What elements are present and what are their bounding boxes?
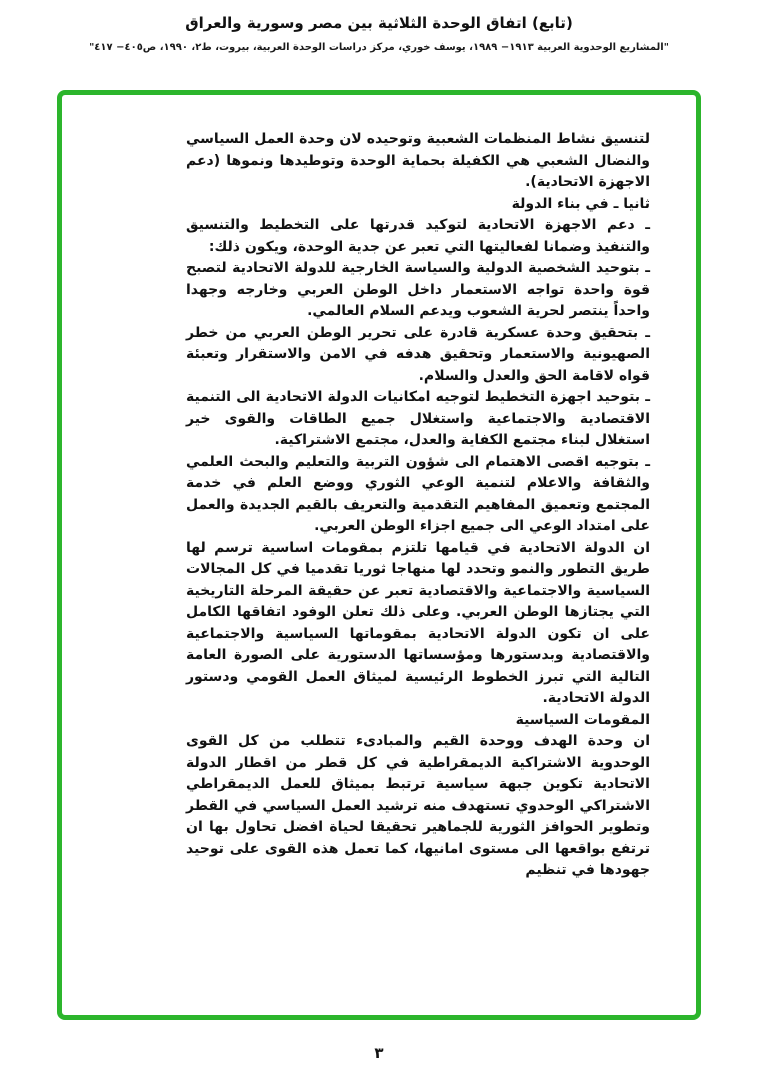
paragraph-federal-state: ان الدولة الاتحادية في قيامها تلتزم بمقومات اساسية ترسم لها طريق التطور والنمو وتحدد لها منهاجا ثوريا تقدميا في كل المجالات السياسية والاجتماعية والاقتصادية تعبر عن حقيقة المرحلة التاريخية التي يجتازها الوطن العربي. وعلى ذلك تعلن الوفود اتفاقها الكامل على ان تكون الدولة الاتحادية بمقوماتها السياسية والاجتماعية والاقتصادية وبدستورها ومؤسساتها الدستورية على الصورة العامة التالية التي تبرز الخطوط الرئيسية لميثاق العمل القومي ودستور الدولة الاتحادية. — [186, 539, 650, 706]
green-frame — [57, 90, 701, 1020]
paragraph-bullet-military-unity: ـ بتحقيق وحدة عسكرية قادرة على تحرير الوطن العربي من خطر الصهيونية والاستعمار وتحقيق هدفه في الامن والاستقرار وتعبئة قواه لاقامة الحق والعدل والسلام. — [186, 324, 650, 384]
paragraph-bullet-support: ـ دعم الاجهزة الاتحادية لتوكيد قدرتها على التخطيط والتنسيق والتنفيذ وضمانا لفعاليتها التي تعبر عن جدية الوحدة، ويكون ذلك: — [186, 217, 650, 255]
page-number: ٣ — [374, 1044, 384, 1062]
document-title: (تابع) اتفاق الوحدة الثلاثية بين مصر وسورية والعراق — [185, 14, 573, 32]
paragraph-continued: لتنسيق نشاط المنظمات الشعبية وتوحيده لان وحدة العمل السياسي والنضال الشعبي هي الكفيلة بحماية الوحدة وتوطيدها ونموها (دعم الاجهزة الاتحادية). — [186, 131, 650, 190]
section-heading-political-foundations: المقومات السياسية — [515, 711, 650, 728]
section-heading-second: ثانيا ـ في بناء الدولة — [511, 195, 650, 212]
body-text — [186, 129, 650, 882]
paragraph-bullet-unify-personality: ـ بتوحيد الشخصية الدولية والسياسة الخارجية للدولة الاتحادية لتصبح قوة واحدة تواجه الاستعمار داخل الوطن العربي وخارجه وجهدا واحداً ينتصر لحرية الشعوب ويدعم السلام العالمي. — [186, 260, 650, 319]
page-header — [0, 14, 758, 53]
paragraph-unity-of-goal: ان وحدة الهدف ووحدة القيم والمبادىء تتطلب من كل القوى الوحدوية الاشتراكية الديمقراطية في كل قطر من اقطار الدولة الاتحادية تكوين جبهة سياسية ترتبط بميثاق للعمل الديمقراطي الاشتراكي الوحدوي تستهدف منه ترشيد العمل السياسي في القطر وتطوير الحوافز الثورية للجماهير تحقيقا لحياة افضل تحاول بها ان ترتفع بواقعها الى مستوى امانيها، كما تعمل هذه القوى على توحيد جهودها في تنظيم — [186, 733, 650, 878]
paragraph-bullet-education: ـ بتوجيه اقصى الاهتمام الى شؤون التربية والتعليم والبحث العلمي والثقافة والاعلام لتنمية الوعي الثوري ووضع العلم في خدمة المجتمع وتعميق المفاهيم التقدمية والتعريف بالقيم الجديدة والعمل على امتداد الوعي الى جميع اجزاء الوطن العربي. — [186, 453, 650, 534]
source-citation: "المشاريع الوحدوية العربية ١٩١٣− ١٩٨٩، يوسف خوري، مركز دراسات الوحدة العربية، بيروت، ط٢، ١٩٩٠، ص٤٠٥− ٤١٧" — [89, 42, 669, 53]
paragraph-bullet-planning: ـ بتوحيد اجهزة التخطيط لتوجيه امكانيات الدولة الاتحادية الى التنمية الاقتصادية والاجتماعية واستغلال جميع الطاقات والقوى خير استغلال لبناء مجتمع الكفاية والعدل، مجتمع الاشتراكية. — [186, 389, 650, 448]
